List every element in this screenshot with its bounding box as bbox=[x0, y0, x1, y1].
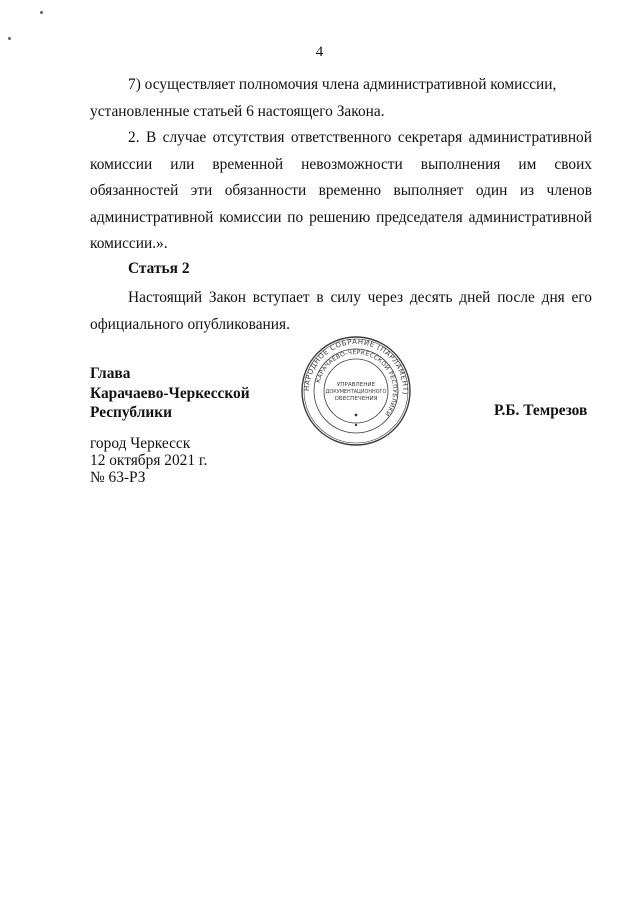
article-2-heading: Статья 2 bbox=[128, 260, 190, 277]
item-7-line-2: установленные статьей 6 настоящего Закона. bbox=[90, 103, 385, 120]
scan-speck bbox=[8, 37, 11, 40]
city: город Черкесск bbox=[90, 435, 191, 452]
page-number: 4 bbox=[315, 44, 324, 60]
article-2-text: Настоящий Закон вступает в силу через десять дней после дня его официального опубликования. bbox=[90, 289, 592, 333]
signatory-title-line-1: Глава bbox=[90, 365, 131, 382]
seal-star-icon bbox=[355, 414, 358, 417]
signatory-title-line-3: Республики bbox=[90, 404, 172, 421]
seal-star-icon bbox=[355, 424, 357, 426]
item-7-line-1: 7) осуществляет полномочия члена административной комиссии, bbox=[128, 76, 557, 93]
place-date-number bbox=[90, 435, 207, 486]
official-seal bbox=[300, 335, 412, 447]
seal-center-line-3: ОБЕСПЕЧЕНИЯ bbox=[334, 396, 378, 402]
scan-speck bbox=[40, 11, 43, 14]
item-2-paragraph: 2. В случае отсутствия ответственного секретаря административной комиссии или временной невозможности выполнения им своих обязанностей эти обязанности временно выполняет один из членов административной комиссии по решению председателя административной комиссии.». bbox=[90, 129, 592, 252]
signatory-title bbox=[90, 364, 250, 423]
law-number: № 63-РЗ bbox=[90, 469, 146, 486]
seal-outer-text: НАРОДНОЕ СОБРАНИЕ (ПАРЛАМЕНТ) bbox=[302, 337, 410, 396]
signatory-title-line-2: Карачаево-Черкесской bbox=[90, 384, 250, 402]
seal-center-line-2: ДОКУМЕНТАЦИОННОГО bbox=[325, 389, 387, 395]
seal-center-line-1: УПРАВЛЕНИЕ bbox=[336, 382, 376, 388]
date: 12 октября 2021 г. bbox=[90, 452, 208, 469]
seal-inner-text: КАРАЧАЕВО-ЧЕРКЕССКОЙ РЕСПУБЛИКИ bbox=[314, 348, 399, 418]
signatory-name: Р.Б. Темрезов bbox=[494, 402, 588, 419]
